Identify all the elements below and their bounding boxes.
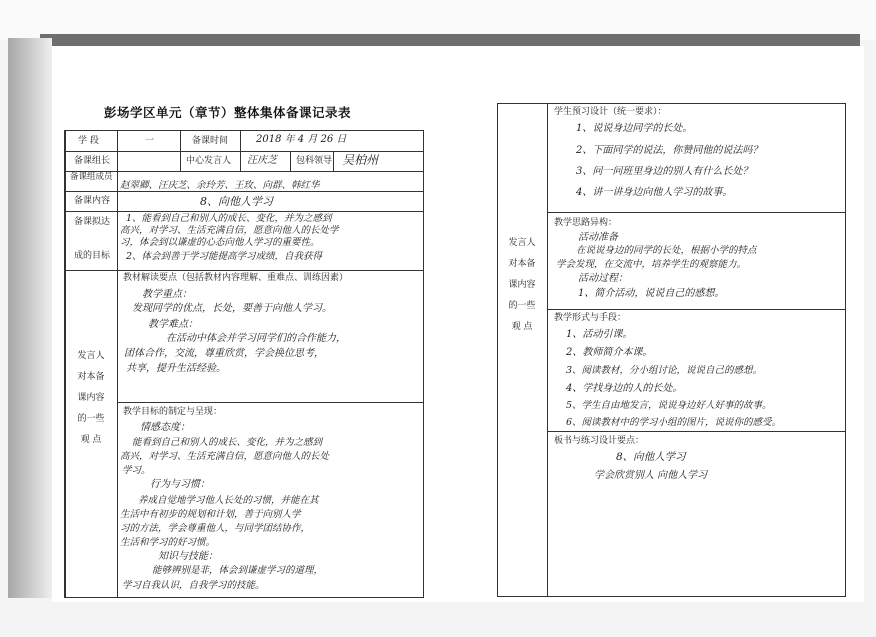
- goal-line: 高兴，对学习、生活充满自信，愿意向他人的长处学: [120, 225, 339, 236]
- scan-edge-shadow: [40, 34, 860, 46]
- objective-line: 知识与技能：: [158, 551, 218, 562]
- side-label-left: [71, 346, 111, 451]
- left-row-divider: [64, 171, 424, 172]
- board-line: 学会欣赏别人 向他人学习: [594, 470, 708, 481]
- left-col-divider: [180, 130, 181, 171]
- objective-line: 学习。: [122, 465, 151, 476]
- left-col-divider: [290, 151, 291, 171]
- objective-line: 能够辨别是非，体会到谦虚学习的道理，: [152, 565, 324, 576]
- label-group-leader: 备课组长: [74, 156, 111, 166]
- objective-line: 学习自我认识，自我学习的技能。: [122, 580, 265, 591]
- value-group-members: 赵翠卿、汪庆芝、余玲芳、王玫、向群、韩红华: [120, 180, 320, 191]
- goal-line: 2、体会到善于学习能提高学习成绩，自我获得: [126, 251, 323, 262]
- analysis-line: 团体合作，交流，尊重欣赏，学会换位思考，: [124, 348, 324, 359]
- objectives-header: 教学目标的制定与呈现：: [123, 407, 223, 417]
- side-label-line: 的一些: [508, 301, 536, 311]
- preview-line: 3、问一问班里身边的别人有什么长处？: [576, 166, 753, 177]
- right-row-divider: [547, 212, 845, 213]
- left-table-border-bottom: [64, 597, 424, 598]
- thinking-line: 在说说身边的同学的长处，根据小学的特点: [576, 245, 757, 256]
- objective-line: 情感态度：: [140, 422, 190, 433]
- right-table-border-right: [845, 103, 846, 597]
- left-col-divider: [240, 130, 241, 171]
- method-line: 1、活动引课。: [566, 329, 633, 340]
- value-subject-admin: 吴柏州: [342, 153, 379, 167]
- goal-line: 1、能看到自己和别人的成长、变化，并为之感到: [126, 213, 332, 224]
- left-col-divider: [117, 130, 118, 598]
- analysis-header: 教材解读要点（包括教材内容理解、重难点、训练因素）: [123, 273, 349, 283]
- value-lesson-content: 8、向他人学习: [200, 195, 273, 208]
- objective-line: 习的方法，学会尊重他人，与同学团结协作，: [120, 523, 311, 534]
- right-table-border-left: [497, 103, 498, 597]
- value-main-speaker: 汪庆芝: [247, 155, 277, 166]
- side-label-line: 发言人: [77, 351, 105, 361]
- form-title: 彭场学区单元（章节）整体集体备课记录表: [104, 105, 352, 120]
- thinking-line: 活动过程：: [578, 273, 628, 284]
- method-line: 2、教师简介本课。: [566, 347, 653, 358]
- thinking-header: 教学思路异构：: [554, 218, 618, 228]
- left-col-divider: [333, 151, 334, 171]
- right-row-divider: [547, 309, 845, 310]
- label-prep-time: 备课时间: [192, 136, 229, 146]
- side-label-line: 发言人: [508, 238, 536, 248]
- side-label-line: 观 点: [80, 435, 102, 445]
- left-row-divider: [64, 191, 424, 192]
- objective-line: 能看到自己和别人的成长、变化，并为之感到: [132, 437, 323, 448]
- preview-line: 1、说说身边同学的长处。: [576, 123, 693, 134]
- label-school-stage: 学 段: [78, 136, 99, 146]
- thinking-line: 学会发现，在交流中，培养学生的观察能力。: [556, 259, 747, 270]
- objective-line: 生活中有初步的规划和计划，善于向别人学: [120, 509, 301, 520]
- board-line: 8、向他人学习: [616, 451, 686, 463]
- label-lesson-content: 备课内容: [74, 196, 111, 206]
- side-label-line: 对本备: [77, 372, 105, 382]
- analysis-line: 在活动中体会并学习同学们的合作能力，: [166, 333, 346, 344]
- method-line: 4、学找身边的人的长处。: [566, 383, 683, 394]
- side-label-line: 的一些: [77, 414, 105, 424]
- analysis-line: 教学重点：: [142, 289, 192, 300]
- goal-line: 习，体会到以谦虚的心态向他人学习的重要性。: [120, 237, 320, 248]
- analysis-line: 共享，提升生活经验。: [126, 363, 226, 374]
- right-table-border-bottom: [497, 596, 845, 597]
- label-group-members: 备课组成员: [70, 172, 113, 182]
- analysis-line: 教学难点：: [148, 319, 198, 330]
- objective-line: 生活和学习的好习惯。: [120, 537, 216, 548]
- label-goal: 备课拟达: [74, 217, 111, 227]
- right-col-divider: [547, 103, 548, 597]
- label-subject-admin: 包科领导: [296, 156, 333, 166]
- side-label-line: 对本备: [508, 259, 536, 269]
- left-table-border-right: [423, 130, 424, 598]
- left-row-divider: [64, 211, 424, 212]
- label-main-speaker: 中心发言人: [186, 156, 232, 166]
- left-row-divider: [64, 270, 424, 271]
- left-table-border-top: [64, 130, 424, 131]
- value-school-stage: 一: [145, 136, 155, 146]
- board-header: 板书与练习设计要点：: [554, 436, 645, 446]
- method-line: 6、阅读教材中的学习小组的图片，说说你的感受。: [566, 417, 782, 428]
- side-label-right: [502, 233, 542, 338]
- left-row-divider: [117, 402, 424, 403]
- preview-header: 学生预习设计（统一要求）：: [554, 107, 667, 117]
- analysis-line: 发现同学的优点，长处，要善于向他人学习。: [132, 303, 332, 314]
- left-table-border-left: [64, 130, 66, 598]
- thinking-line: 活动准备: [578, 232, 618, 243]
- side-label-line: 观 点: [511, 322, 533, 332]
- right-table-border-top: [497, 103, 845, 104]
- value-prep-time: 2018 年 4 月 26 日: [256, 134, 347, 145]
- thinking-line: 1、简介活动，说说自己的感想。: [578, 288, 725, 299]
- label-goal-cont: 成的目标: [74, 251, 111, 261]
- method-line: 5、学生自由地发言，说说身边好人好事的故事。: [566, 400, 772, 411]
- scan-side-shadow: [8, 38, 52, 598]
- right-row-divider: [547, 431, 845, 432]
- method-line: 3、阅读教材，分小组讨论，说说自己的感想。: [566, 365, 763, 376]
- side-label-line: 课内容: [508, 280, 536, 290]
- left-row-divider: [64, 151, 424, 152]
- preview-line: 4、讲一讲身边向他人学习的故事。: [576, 187, 733, 198]
- side-label-line: 课内容: [77, 393, 105, 403]
- objective-line: 养成自觉地学习他人长处的习惯，并能在其: [138, 495, 319, 506]
- objective-line: 高兴，对学习、生活充满自信，愿意向他人的长处: [120, 451, 330, 462]
- preview-line: 2、下面同学的说法，你赞同他的说法吗？: [576, 145, 763, 156]
- methods-header: 教学形式与手段：: [554, 313, 627, 323]
- objective-line: 行为与习惯：: [150, 479, 210, 490]
